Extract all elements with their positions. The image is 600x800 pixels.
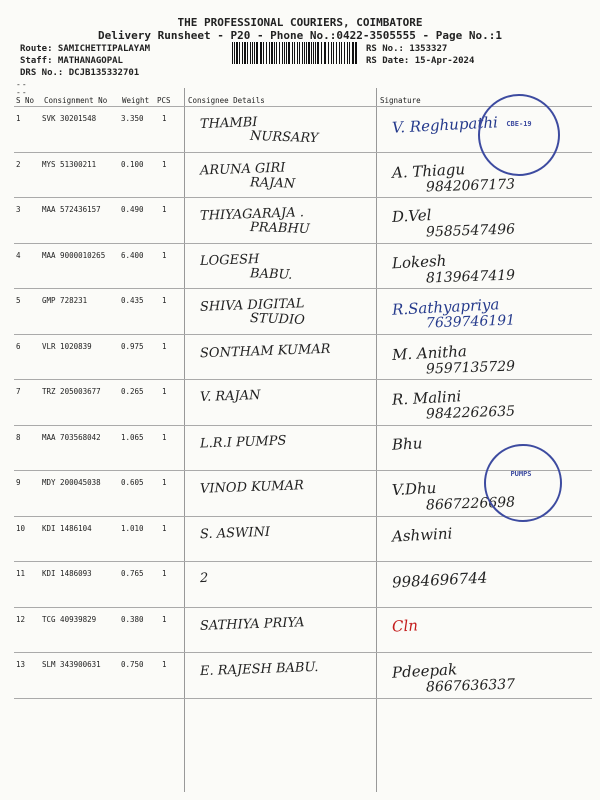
barcode-bar	[292, 42, 293, 64]
barcode-bar	[269, 42, 270, 64]
staff-label: Staff: MATHANAGOPAL	[20, 56, 123, 66]
row-divider	[14, 607, 592, 608]
row-weight: 6.400	[121, 251, 144, 260]
row-sno: 12	[16, 615, 26, 624]
col-signature: Signature	[380, 96, 421, 105]
row-weight: 1.065	[121, 433, 144, 442]
signature-handwriting: 9984696744	[391, 568, 488, 592]
signature-handwriting: Ashwini	[391, 524, 453, 546]
col-pcs: PCS	[157, 96, 171, 105]
signature-handwriting: 9842067173	[425, 176, 516, 196]
row-sno: 5	[16, 296, 21, 305]
consignee-handwriting: VINOD KUMAR	[199, 478, 305, 497]
col-sno: S No	[16, 96, 35, 105]
signature-handwriting: 9585547496	[425, 221, 516, 241]
signature-handwriting: V. Reghupathi	[391, 113, 499, 137]
school-stamp-text: CBE-19	[506, 120, 532, 128]
barcode-bar	[317, 42, 319, 64]
row-consignment: KDI 1486104	[42, 524, 92, 533]
consignee-handwriting: SONTHAM KUMAR	[199, 341, 331, 362]
barcode-bar	[328, 42, 329, 64]
barcode-bar	[315, 42, 316, 64]
drs-label: DRS No.: DCJB135332701	[20, 68, 140, 78]
row-pcs: 1	[162, 114, 167, 123]
consignee-handwriting: E. RAJESH BABU.	[199, 659, 319, 680]
barcode-bar	[286, 42, 287, 64]
row-divider	[14, 379, 592, 380]
signature-handwriting: 9597135729	[425, 358, 516, 378]
row-divider	[14, 698, 592, 699]
barcode-bar	[256, 42, 258, 64]
consignee-handwriting: SATHIYA PRIYA	[199, 615, 305, 634]
row-consignment: GMP 728231	[42, 296, 88, 305]
row-divider	[14, 561, 592, 562]
barcode-bar	[347, 42, 348, 64]
row-weight: 0.490	[121, 205, 144, 214]
barcode-bar	[254, 42, 255, 64]
consignee-handwriting: PRABHU	[249, 219, 311, 238]
signature-handwriting: V.Dhu	[391, 478, 437, 500]
row-sno: 8	[16, 433, 21, 442]
consignee-handwriting: ARUNA GIRI	[199, 160, 286, 179]
barcode-bar	[324, 42, 326, 64]
barcode-bar	[355, 42, 357, 64]
row-consignment: MAA 9000010265	[42, 251, 106, 260]
barcode-bar	[288, 42, 290, 64]
row-divider	[14, 197, 592, 198]
row-pcs: 1	[162, 660, 167, 669]
company-stamp	[484, 444, 562, 522]
row-weight: 0.265	[121, 387, 144, 396]
consignee-handwriting: THAMBI	[199, 115, 258, 132]
barcode-bar	[276, 42, 277, 64]
barcode-bar	[297, 42, 298, 64]
column-divider	[376, 88, 377, 792]
row-pcs: 1	[162, 433, 167, 442]
row-consignment: SVK 30201548	[42, 114, 97, 123]
consignee-handwriting: STUDIO	[249, 311, 305, 328]
barcode-bar	[321, 42, 322, 64]
consignee-handwriting: V. RAJAN	[199, 387, 261, 406]
consignee-handwriting: BABU.	[249, 266, 293, 283]
signature-handwriting: Bhu	[391, 434, 423, 454]
row-consignment: TCG 40939829	[42, 615, 97, 624]
separator-mid: --	[16, 88, 28, 97]
rs-number: RS No.: 1353327	[366, 44, 448, 54]
barcode-bar	[232, 42, 233, 64]
barcode-bar	[260, 42, 262, 64]
row-pcs: 1	[162, 387, 167, 396]
row-divider	[14, 243, 592, 244]
runsheet-title: Delivery Runsheet - P20 - Phone No.:0422-3505555 - Page No.:1	[98, 29, 502, 42]
consignee-handwriting: THIYAGARAJA .	[199, 205, 305, 224]
row-sno: 4	[16, 251, 21, 260]
barcode-bar	[282, 42, 283, 64]
row-sno: 9	[16, 478, 21, 487]
row-consignment: KDI 1486093	[42, 569, 92, 578]
row-sno: 11	[16, 569, 26, 578]
school-stamp	[478, 94, 560, 176]
row-weight: 0.100	[121, 160, 144, 169]
row-weight: 0.975	[121, 342, 144, 351]
signature-handwriting: R. Malini	[391, 387, 462, 409]
barcode-bar	[284, 42, 285, 64]
consignee-handwriting: LOGESH	[199, 251, 260, 270]
row-pcs: 1	[162, 524, 167, 533]
row-sno: 1	[16, 114, 21, 123]
row-weight: 0.750	[121, 660, 144, 669]
consignee-handwriting: 2	[199, 570, 209, 587]
barcode-bar	[339, 42, 340, 64]
row-weight: 1.010	[121, 524, 144, 533]
row-weight: 3.350	[121, 114, 144, 123]
row-weight: 0.435	[121, 296, 144, 305]
signature-handwriting: 8667636337	[425, 676, 516, 696]
barcode-bar	[242, 42, 243, 64]
row-consignment: MDY 200045038	[42, 478, 101, 487]
barcode-bar	[274, 42, 275, 64]
consignee-handwriting: NURSARY	[249, 128, 319, 147]
barcode-bar	[279, 42, 280, 64]
signature-handwriting: Pdeepak	[391, 660, 458, 682]
barcode-bar	[331, 42, 332, 64]
row-sno: 6	[16, 342, 21, 351]
row-divider	[14, 652, 592, 653]
row-pcs: 1	[162, 251, 167, 260]
row-pcs: 1	[162, 569, 167, 578]
barcode-bar	[244, 42, 246, 64]
barcode-bar	[271, 42, 273, 64]
signature-handwriting: R.Sathyapriya	[391, 295, 500, 319]
signature-handwriting: Cln	[391, 616, 419, 636]
consignee-handwriting: S. ASWINI	[199, 524, 271, 543]
barcode-bar	[302, 42, 303, 64]
barcode-bar	[344, 42, 345, 64]
col-consignee: Consignee Details	[188, 96, 265, 105]
row-weight: 0.765	[121, 569, 144, 578]
barcode-bar	[236, 42, 238, 64]
row-weight: 0.605	[121, 478, 144, 487]
row-consignment: MYS 51300211	[42, 160, 97, 169]
rs-date: RS Date: 15-Apr-2024	[366, 56, 475, 66]
separator-top: --	[16, 80, 28, 89]
signature-handwriting: 8667226698	[425, 494, 516, 514]
signature-handwriting: A. Thiagu	[391, 160, 466, 182]
signature-handwriting: M. Anitha	[391, 342, 468, 364]
barcode-bar	[333, 42, 334, 64]
signature-handwriting: 8139647419	[425, 267, 516, 287]
barcode-bar	[304, 42, 305, 64]
barcode-bar	[341, 42, 342, 64]
row-divider	[14, 288, 592, 289]
barcode-bar	[263, 42, 264, 64]
consignee-handwriting: L.R.I PUMPS	[199, 433, 287, 452]
company-stamp-text: PUMPS	[510, 470, 532, 478]
row-pcs: 1	[162, 296, 167, 305]
signature-handwriting: 9842262635	[425, 403, 516, 423]
row-consignment: MAA 572436157	[42, 205, 101, 214]
row-divider	[14, 334, 592, 335]
barcode-bar	[299, 42, 300, 64]
col-weight: Weight	[122, 96, 150, 105]
row-sno: 3	[16, 205, 21, 214]
col-consignment: Consignment No	[44, 96, 108, 105]
signature-handwriting: D.Vel	[391, 205, 432, 227]
barcode-bar	[313, 42, 314, 64]
row-sno: 13	[16, 660, 26, 669]
barcode-bar	[311, 42, 312, 64]
row-sno: 7	[16, 387, 21, 396]
row-pcs: 1	[162, 615, 167, 624]
barcode-bar	[247, 42, 248, 64]
barcode-bar	[252, 42, 253, 64]
barcode-bar	[306, 42, 307, 64]
barcode-bar	[234, 42, 235, 64]
signature-handwriting: 7639746191	[425, 312, 516, 332]
row-consignment: VLR 1020839	[42, 342, 92, 351]
barcode-bar	[308, 42, 310, 64]
barcode-image	[232, 42, 360, 64]
barcode-bar	[336, 42, 337, 64]
row-sno: 10	[16, 524, 26, 533]
row-pcs: 1	[162, 160, 167, 169]
barcode-bar	[294, 42, 295, 64]
column-divider	[184, 88, 185, 792]
row-divider	[14, 425, 592, 426]
barcode-bar	[266, 42, 267, 64]
signature-handwriting: Lokesh	[391, 251, 447, 273]
row-sno: 2	[16, 160, 21, 169]
row-weight: 0.380	[121, 615, 144, 624]
row-pcs: 1	[162, 342, 167, 351]
consignee-handwriting: SHIVA DIGITAL	[199, 296, 305, 315]
barcode-bar	[352, 42, 354, 64]
barcode-bar	[349, 42, 350, 64]
row-consignment: MAA 703568042	[42, 433, 101, 442]
row-consignment: TRZ 205003677	[42, 387, 101, 396]
route-label: Route: SAMICHETTIPALAYAM	[20, 44, 151, 54]
row-pcs: 1	[162, 205, 167, 214]
row-pcs: 1	[162, 478, 167, 487]
company-title: THE PROFESSIONAL COURIERS, COIMBATORE	[177, 16, 423, 29]
consignee-handwriting: RAJAN	[249, 175, 296, 192]
row-consignment: SLM 343900631	[42, 660, 101, 669]
barcode-bar	[250, 42, 251, 64]
barcode-bar	[239, 42, 240, 64]
